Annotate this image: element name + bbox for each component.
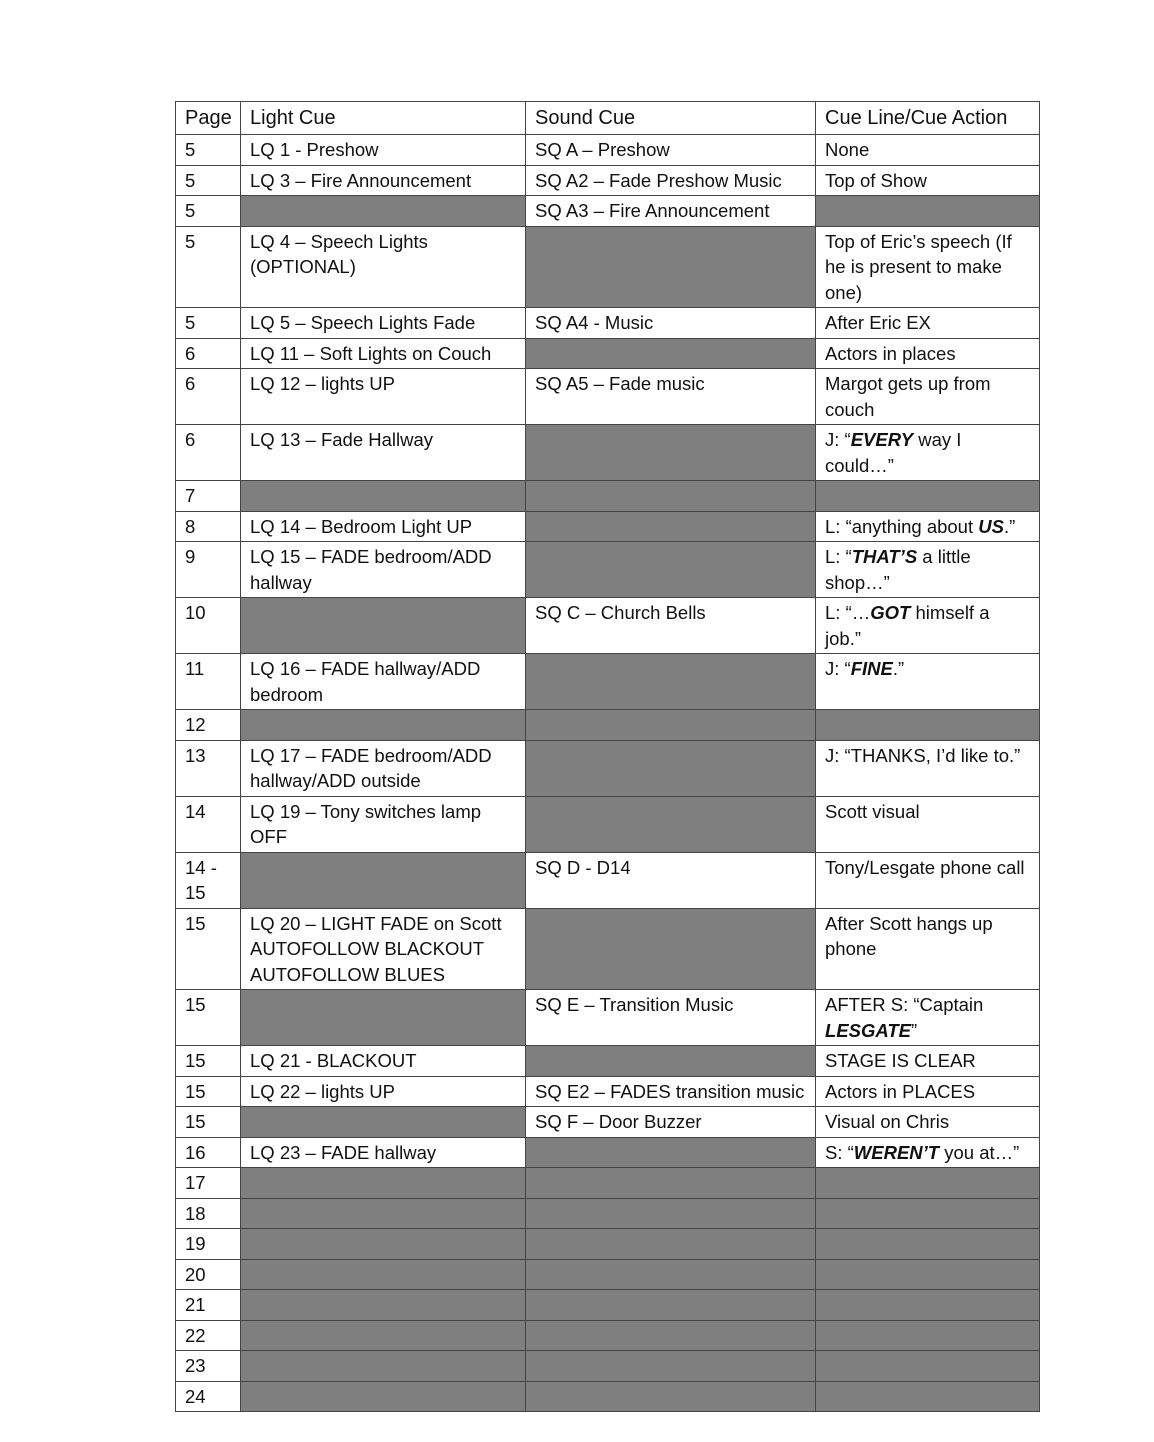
header-cue-line: Cue Line/Cue Action xyxy=(816,102,1040,135)
sound-cue-cell xyxy=(526,1229,816,1260)
cue-line-cell xyxy=(816,481,1040,512)
light-cue-cell: LQ 20 – LIGHT FADE on Scott AUTOFOLLOW BLACKOUT AUTOFOLLOW BLUES xyxy=(241,908,526,990)
table-body xyxy=(176,135,1040,1412)
sound-cue-cell xyxy=(526,481,816,512)
sound-cue-cell xyxy=(526,1320,816,1351)
page-cell: 20 xyxy=(176,1259,241,1290)
line-text: L: “… xyxy=(825,602,871,623)
page-cell: 15 xyxy=(176,1076,241,1107)
table-row xyxy=(176,425,1040,481)
page-cell: 6 xyxy=(176,425,241,481)
cue-line-cell: Scott visual xyxy=(816,796,1040,852)
light-cue-cell xyxy=(241,1198,526,1229)
sound-cue-cell xyxy=(526,1198,816,1229)
sound-cue-cell: SQ F – Door Buzzer xyxy=(526,1107,816,1138)
emphasized-text: GOT xyxy=(870,602,911,623)
light-cue-cell: LQ 3 – Fire Announcement xyxy=(241,165,526,196)
light-cue-cell xyxy=(241,1168,526,1199)
page-cell: 15 xyxy=(176,1046,241,1077)
light-cue-cell: LQ 13 – Fade Hallway xyxy=(241,425,526,481)
sound-cue-cell xyxy=(526,908,816,990)
line-text: L: “ xyxy=(825,546,852,567)
emphasized-text: LESGATE xyxy=(825,1019,911,1041)
page-cell: 21 xyxy=(176,1290,241,1321)
page-cell: 18 xyxy=(176,1198,241,1229)
table-row xyxy=(176,226,1040,308)
sound-cue-cell: SQ E – Transition Music xyxy=(526,990,816,1046)
page-cell: 22 xyxy=(176,1320,241,1351)
page-cell: 23 xyxy=(176,1351,241,1382)
light-cue-cell: LQ 17 – FADE bedroom/ADD hallway/ADD outside xyxy=(241,740,526,796)
line-text: way I could…” xyxy=(825,429,962,476)
light-cue-cell xyxy=(241,1381,526,1412)
page-cell: 5 xyxy=(176,308,241,339)
cue-line-cell xyxy=(816,1137,1040,1168)
page-cell: 16 xyxy=(176,1137,241,1168)
header-light-cue: Light Cue xyxy=(241,102,526,135)
light-cue-cell xyxy=(241,481,526,512)
light-cue-cell: LQ 19 – Tony switches lamp OFF xyxy=(241,796,526,852)
cue-line-cell: Visual on Chris xyxy=(816,1107,1040,1138)
light-cue-cell: LQ 15 – FADE bedroom/ADD hallway xyxy=(241,542,526,598)
table-row xyxy=(176,908,1040,990)
sound-cue-cell: SQ A2 – Fade Preshow Music xyxy=(526,165,816,196)
cue-line-cell xyxy=(816,598,1040,654)
light-cue-cell: LQ 14 – Bedroom Light UP xyxy=(241,511,526,542)
page-cell: 15 xyxy=(176,990,241,1046)
light-cue-cell: LQ 21 - BLACKOUT xyxy=(241,1046,526,1077)
line-text: J: “ xyxy=(825,658,851,679)
table-row xyxy=(176,481,1040,512)
light-cue-cell xyxy=(241,1351,526,1382)
table-row xyxy=(176,598,1040,654)
page-cell: 6 xyxy=(176,369,241,425)
line-text: you at…” xyxy=(939,1141,1020,1163)
table-row xyxy=(176,1320,1040,1351)
page-cell: 6 xyxy=(176,338,241,369)
light-cue-cell xyxy=(241,1229,526,1260)
cue-line-cell xyxy=(816,710,1040,741)
light-cue-cell: LQ 22 – lights UP xyxy=(241,1076,526,1107)
header-sound-cue: Sound Cue xyxy=(526,102,816,135)
sound-cue-cell: SQ A3 – Fire Announcement xyxy=(526,196,816,227)
cue-line-cell xyxy=(816,1320,1040,1351)
light-cue-cell: LQ 5 – Speech Lights Fade xyxy=(241,308,526,339)
page-cell: 24 xyxy=(176,1381,241,1412)
line-text: S: “ xyxy=(825,1141,854,1163)
cue-line-cell xyxy=(816,1259,1040,1290)
page-cell: 7 xyxy=(176,481,241,512)
cue-line-cell: J: “THANKS, I’d like to.” xyxy=(816,740,1040,796)
sound-cue-cell xyxy=(526,226,816,308)
table-row xyxy=(176,196,1040,227)
table-row xyxy=(176,1198,1040,1229)
cue-table xyxy=(175,101,1040,1412)
sound-cue-cell: SQ D - D14 xyxy=(526,852,816,908)
light-cue-cell: LQ 1 - Preshow xyxy=(241,135,526,166)
emphasized-text: EVERY xyxy=(850,429,914,450)
table-row xyxy=(176,1137,1040,1168)
table-row xyxy=(176,1290,1040,1321)
cue-line-cell: Margot gets up from couch xyxy=(816,369,1040,425)
table-row xyxy=(176,1351,1040,1382)
sound-cue-cell xyxy=(526,796,816,852)
light-cue-cell: LQ 11 – Soft Lights on Couch xyxy=(241,338,526,369)
page-cell: 5 xyxy=(176,226,241,308)
line-text: J: “ xyxy=(825,429,851,450)
sound-cue-cell: SQ A – Preshow xyxy=(526,135,816,166)
page-cell: 5 xyxy=(176,165,241,196)
table-row xyxy=(176,740,1040,796)
sound-cue-cell xyxy=(526,1381,816,1412)
line-text: .” xyxy=(1003,515,1016,537)
table-row xyxy=(176,710,1040,741)
cue-line-cell: Top of Eric’s speech (If he is present to make one) xyxy=(816,226,1040,308)
cue-line-cell xyxy=(816,1351,1040,1382)
table-row xyxy=(176,1107,1040,1138)
table-row xyxy=(176,135,1040,166)
emphasized-text: US xyxy=(978,515,1004,537)
table-row xyxy=(176,1076,1040,1107)
cue-line-cell xyxy=(816,990,1040,1046)
light-cue-cell xyxy=(241,196,526,227)
sound-cue-cell xyxy=(526,338,816,369)
cue-line-cell: Tony/Lesgate phone call xyxy=(816,852,1040,908)
page-cell: 5 xyxy=(176,135,241,166)
light-cue-cell xyxy=(241,598,526,654)
light-cue-cell xyxy=(241,1259,526,1290)
cue-line-cell xyxy=(816,1168,1040,1199)
cue-line-cell xyxy=(816,1229,1040,1260)
line-text: AFTER S: “Captain xyxy=(825,994,984,1015)
table-row xyxy=(176,308,1040,339)
table-row xyxy=(176,338,1040,369)
cue-line-cell: Actors in places xyxy=(816,338,1040,369)
table-row xyxy=(176,796,1040,852)
sound-cue-cell xyxy=(526,654,816,710)
light-cue-cell: LQ 12 – lights UP xyxy=(241,369,526,425)
cue-line-cell xyxy=(816,425,1040,481)
light-cue-cell: LQ 23 – FADE hallway xyxy=(241,1137,526,1168)
page-cell: 8 xyxy=(176,511,241,542)
line-text: .” xyxy=(892,658,905,679)
line-text: ” xyxy=(911,1019,918,1041)
page-cell: 17 xyxy=(176,1168,241,1199)
cue-line-cell: None xyxy=(816,135,1040,166)
page-cell: 19 xyxy=(176,1229,241,1260)
sound-cue-cell xyxy=(526,1290,816,1321)
sound-cue-cell: SQ E2 – FADES transition music xyxy=(526,1076,816,1107)
light-cue-cell: LQ 16 – FADE hallway/ADD bedroom xyxy=(241,654,526,710)
cue-line-cell xyxy=(816,542,1040,598)
line-text: a little shop…” xyxy=(825,546,971,593)
cue-line-cell: Top of Show xyxy=(816,165,1040,196)
table-row xyxy=(176,369,1040,425)
table-row xyxy=(176,990,1040,1046)
sound-cue-cell: SQ A5 – Fade music xyxy=(526,369,816,425)
emphasized-text: FINE xyxy=(850,658,893,679)
light-cue-cell xyxy=(241,710,526,741)
sound-cue-cell xyxy=(526,710,816,741)
light-cue-cell xyxy=(241,1320,526,1351)
table-row xyxy=(176,1381,1040,1412)
header-page: Page xyxy=(176,102,241,135)
table-row xyxy=(176,511,1040,542)
sound-cue-cell xyxy=(526,1137,816,1168)
page-cell: 12 xyxy=(176,710,241,741)
cue-line-cell xyxy=(816,1290,1040,1321)
table-row xyxy=(176,542,1040,598)
light-cue-cell xyxy=(241,1290,526,1321)
light-cue-cell: LQ 4 – Speech Lights (OPTIONAL) xyxy=(241,226,526,308)
header-row xyxy=(176,102,1040,135)
cue-line-cell xyxy=(816,1198,1040,1229)
cue-line-cell: After Scott hangs up phone xyxy=(816,908,1040,990)
sound-cue-cell xyxy=(526,425,816,481)
sound-cue-cell: SQ C – Church Bells xyxy=(526,598,816,654)
line-text: himself a job.” xyxy=(825,602,990,649)
page-cell: 15 xyxy=(176,908,241,990)
page-cell: 5 xyxy=(176,196,241,227)
sound-cue-cell xyxy=(526,542,816,598)
emphasized-text: WEREN’T xyxy=(853,1141,940,1163)
page-cell: 14 xyxy=(176,796,241,852)
cue-line-cell: After Eric EX xyxy=(816,308,1040,339)
cue-line-cell xyxy=(816,196,1040,227)
table-row xyxy=(176,165,1040,196)
page-cell: 15 xyxy=(176,1107,241,1138)
sound-cue-cell: SQ A4 - Music xyxy=(526,308,816,339)
cue-line-cell: STAGE IS CLEAR xyxy=(816,1046,1040,1077)
table-row xyxy=(176,1168,1040,1199)
page-cell: 14 - 15 xyxy=(176,852,241,908)
sound-cue-cell xyxy=(526,1168,816,1199)
table-row xyxy=(176,654,1040,710)
line-text: L: “anything about xyxy=(825,515,979,537)
cue-line-cell xyxy=(816,511,1040,542)
table-row xyxy=(176,1229,1040,1260)
cue-line-cell xyxy=(816,1381,1040,1412)
page-cell: 10 xyxy=(176,598,241,654)
light-cue-cell xyxy=(241,990,526,1046)
cue-line-cell xyxy=(816,654,1040,710)
cue-line-cell: Actors in PLACES xyxy=(816,1076,1040,1107)
sound-cue-cell xyxy=(526,1351,816,1382)
page-cell: 13 xyxy=(176,740,241,796)
sound-cue-cell xyxy=(526,1046,816,1077)
table-row xyxy=(176,1046,1040,1077)
light-cue-cell xyxy=(241,1107,526,1138)
table-row xyxy=(176,1259,1040,1290)
light-cue-cell xyxy=(241,852,526,908)
table-header xyxy=(176,102,1040,135)
emphasized-text: THAT’S xyxy=(851,546,918,567)
page-cell: 9 xyxy=(176,542,241,598)
page-cell: 11 xyxy=(176,654,241,710)
sound-cue-cell xyxy=(526,1259,816,1290)
table-row xyxy=(176,852,1040,908)
sound-cue-cell xyxy=(526,511,816,542)
sound-cue-cell xyxy=(526,740,816,796)
